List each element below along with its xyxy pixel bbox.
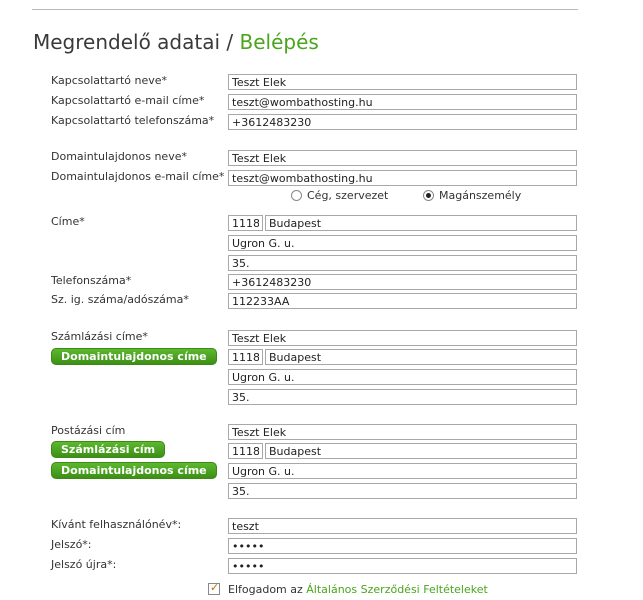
owner-phone-input[interactable]: [228, 274, 577, 290]
contact-phone-label: Kapcsolattartó telefonszáma*: [51, 114, 215, 127]
password-repeat-input[interactable]: [228, 558, 577, 574]
password-input[interactable]: [228, 538, 577, 554]
page-title: [33, 30, 319, 54]
login-link[interactable]: Belépés: [239, 30, 319, 54]
username-label: Kívánt felhasználónév*:: [51, 518, 182, 531]
postal-number-input[interactable]: [228, 483, 577, 499]
terms-prefix: Elfogadom az: [228, 583, 307, 596]
terms-checkbox[interactable]: [208, 583, 220, 595]
terms-text: [228, 583, 488, 597]
page-title-text: Megrendelő adatai: [33, 30, 221, 54]
owner-city-input[interactable]: [265, 215, 577, 231]
postal-name-input[interactable]: [228, 424, 577, 440]
terms-link[interactable]: Általános Szerződési Feltételeket: [306, 583, 488, 596]
billing-zip-input[interactable]: [228, 349, 263, 365]
owner-name-input[interactable]: [228, 150, 577, 166]
contact-name-label: Kapcsolattartó neve*: [51, 74, 167, 87]
radio-private[interactable]: [423, 190, 434, 201]
contact-name-input[interactable]: [228, 74, 577, 90]
billing-number-input[interactable]: [228, 389, 577, 405]
title-separator: /: [220, 30, 240, 54]
username-input[interactable]: [228, 518, 577, 534]
owner-email-label: Domaintulajdonos e-mail címe*: [51, 170, 225, 183]
postal-copy-owner-button[interactable]: Domaintulajdonos címe: [51, 462, 217, 479]
billing-label: Számlázási címe*: [51, 330, 148, 343]
billing-name-input[interactable]: [228, 330, 577, 346]
password-label: Jelszó*:: [51, 538, 92, 551]
owner-zip-input[interactable]: [228, 215, 263, 231]
owner-name-label: Domaintulajdonos neve*: [51, 150, 187, 163]
radio-private-label: Magánszemély: [439, 189, 522, 202]
billing-copy-owner-button[interactable]: Domaintulajdonos címe: [51, 348, 217, 365]
owner-address-label: Címe*: [51, 215, 85, 228]
contact-email-input[interactable]: [228, 94, 577, 110]
postal-city-input[interactable]: [265, 443, 577, 459]
owner-id-label: Sz. ig. száma/adószáma*: [51, 293, 189, 306]
owner-id-input[interactable]: [228, 293, 577, 309]
top-divider: [32, 9, 578, 10]
billing-street-input[interactable]: [228, 369, 577, 385]
postal-label: Postázási cím: [51, 424, 126, 437]
owner-email-input[interactable]: [228, 170, 577, 186]
password-repeat-label: Jelszó újra*:: [51, 558, 117, 571]
contact-phone-input[interactable]: [228, 114, 577, 130]
radio-company[interactable]: [291, 190, 302, 201]
owner-number-input[interactable]: [228, 255, 577, 271]
contact-email-label: Kapcsolattartó e-mail címe*: [51, 94, 205, 107]
owner-street-input[interactable]: [228, 235, 577, 251]
postal-zip-input[interactable]: [228, 443, 263, 459]
postal-street-input[interactable]: [228, 463, 577, 479]
postal-copy-billing-button[interactable]: Számlázási cím: [51, 441, 165, 458]
billing-city-input[interactable]: [265, 349, 577, 365]
owner-phone-label: Telefonszáma*: [51, 274, 132, 287]
radio-company-label: Cég, szervezet: [307, 189, 389, 202]
